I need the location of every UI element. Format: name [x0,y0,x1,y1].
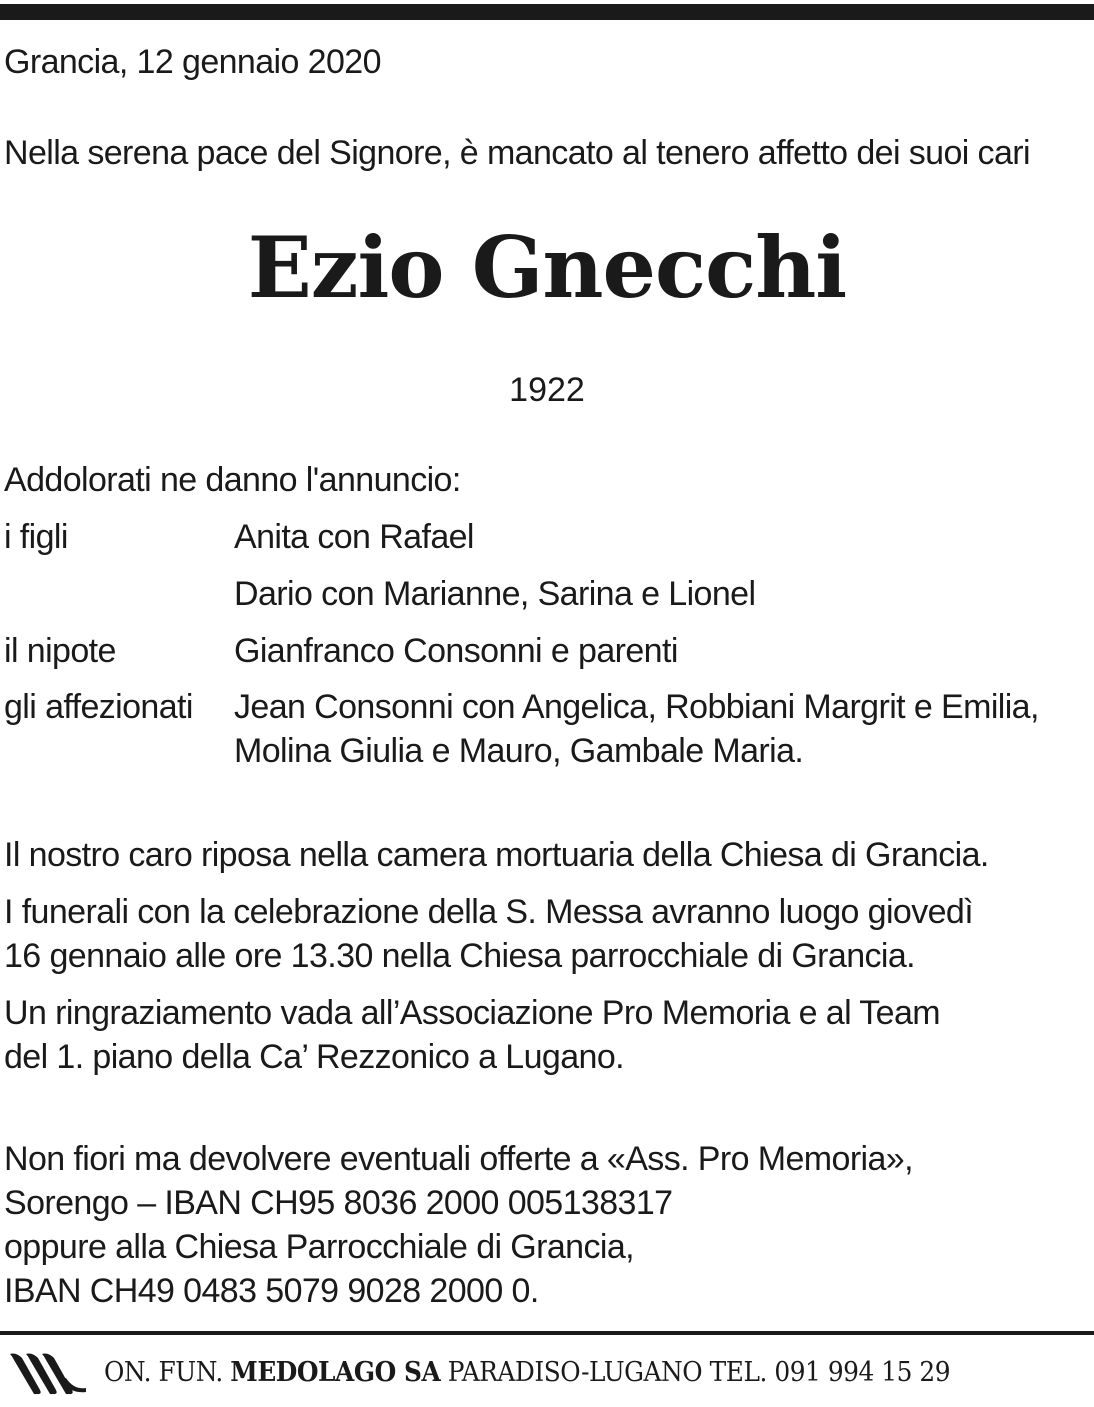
rest-line: Il nostro caro riposa nella camera mortuaria della Chiesa di Grancia. [4,836,989,874]
family-value-affectionate-2: Molina Giulia e Mauro, Gambale Maria. [234,732,804,770]
family-value-nephew: Gianfranco Consonni e parenti [234,632,678,670]
announcement-heading: Addolorati ne danno l'annuncio: [4,461,461,499]
funeral-home-footer [0,1346,1094,1402]
bottom-rule [0,1331,1094,1335]
donation-line-2: Sorengo – IBAN CH95 8036 2000 005138317 [4,1184,673,1222]
funeral-home-logo-icon [8,1350,88,1396]
family-label-affectionate: gli affezionati [4,688,193,726]
top-rule [0,4,1094,20]
thanks-line-2: del 1. piano della Ca’ Rezzonico a Lugano. [4,1038,624,1076]
donation-line-3: oppure alla Chiesa Parrocchiale di Grancia, [4,1228,634,1266]
family-value-children-1: Anita con Rafael [234,518,474,556]
family-value-children-2: Dario con Marianne, Sarina e Lionel [234,575,756,613]
donation-line-4: IBAN CH49 0483 5079 9028 2000 0. [4,1272,539,1310]
funeral-line-2: 16 gennaio alle ore 13.30 nella Chiesa parrocchiale di Grancia. [4,937,916,975]
funeral-line-1: I funerali con la celebrazione della S. Messa avranno luogo giovedì [4,893,974,931]
thanks-line-1: Un ringraziamento vada all’Associazione Pro Memoria e al Team [4,994,941,1032]
family-label-nephew: il nipote [4,632,116,670]
family-label-children: i figli [4,518,68,556]
family-value-affectionate-1: Jean Consonni con Angelica, Robbiani Margrit e Emilia, [234,688,1039,726]
footer-prefix: ON. FUN. [104,1357,223,1388]
date-line: Grancia, 12 gennaio 2020 [4,43,381,81]
birth-year: 1922 [509,371,585,409]
donation-line-1: Non fiori ma devolvere eventuali offerte a «Ass. Pro Memoria», [4,1140,913,1178]
footer-text [104,1350,950,1396]
intro-line: Nella serena pace del Signore, è mancato al tenero affetto dei suoi cari [4,134,1030,172]
footer-phone: TEL. 091 994 15 29 [709,1357,951,1388]
footer-company: MEDOLAGO SA [230,1357,441,1388]
deceased-name: Ezio Gnecchi [247,218,847,317]
footer-location: PARADISO-LUGANO [447,1357,710,1388]
